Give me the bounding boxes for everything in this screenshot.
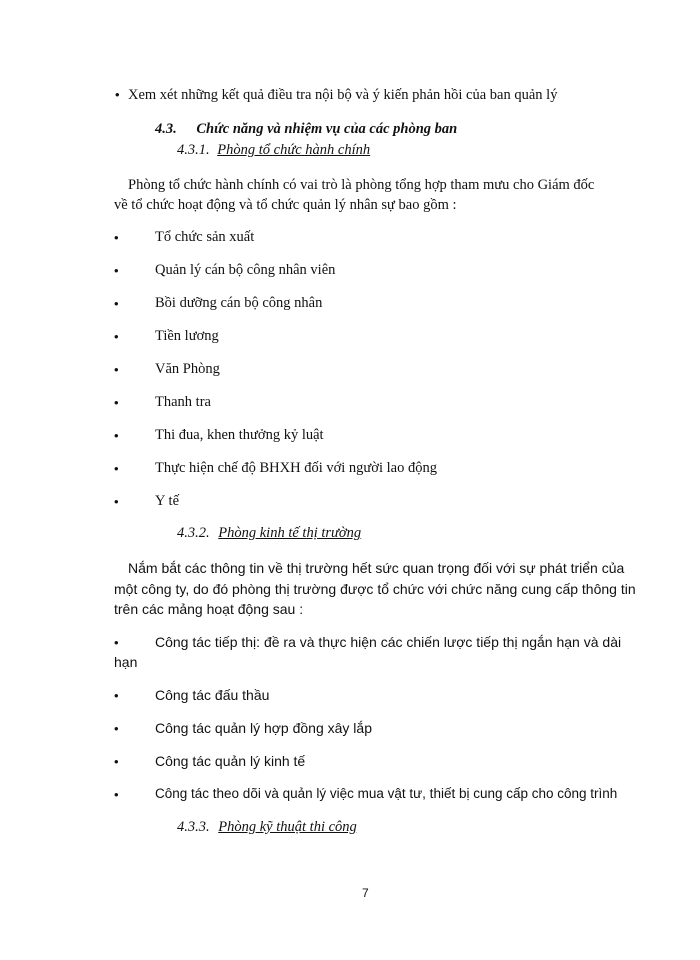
subsection-heading-3 (177, 817, 357, 837)
bullet-marker: • (114, 428, 119, 443)
bullet-marker: • (114, 721, 119, 736)
list-item: Tiền lương (155, 328, 219, 344)
paragraph-line: về tổ chức hoạt động và tổ chức quản lý nhân sự bao gồm : (114, 197, 457, 213)
list-item: Thanh tra (155, 394, 211, 410)
list-item: Văn Phòng (155, 361, 220, 377)
bullet-marker: • (114, 494, 119, 509)
bullet-marker: • (114, 787, 119, 802)
bullet-marker: • (114, 362, 119, 377)
subsection-number: 4.3.1. (177, 142, 210, 158)
bullet-marker: • (114, 688, 119, 703)
list-item: Công tác theo dõi và quản lý việc mua vật tư, thiết bị cung cấp cho công trình (155, 786, 618, 801)
list-item: Tổ chức sản xuất (155, 229, 255, 245)
list-item: Y tế (155, 493, 180, 509)
list-item: Công tác quản lý kinh tế (155, 753, 306, 769)
list-item: Thực hiện chế độ BHXH đối với người lao động (155, 460, 437, 476)
list-item: Bồi dưỡng cán bộ công nhân (155, 295, 323, 311)
section-title: Chức năng và nhiệm vụ của các phòng ban (196, 121, 458, 137)
bullet-marker: • (114, 754, 119, 769)
bullet-marker: • (114, 296, 119, 311)
subsection-heading-2 (177, 523, 361, 543)
subsection-title: Phòng kinh tế thị trường (218, 525, 362, 541)
bullet-marker: • (114, 230, 119, 245)
bullet-marker: • (114, 263, 119, 278)
paragraph-line: trên các mảng hoạt động sau : (114, 601, 304, 617)
section-heading (155, 119, 457, 139)
subsection-number: 4.3.2. (177, 525, 210, 541)
paragraph-line: một công ty, do đó phòng thị trường được tổ chức với chức năng cung cấp thông tin (114, 581, 636, 597)
list-item: Công tác tiếp thị: đề ra và thực hiện các chiến lược tiếp thị ngắn hạn và dài (155, 634, 622, 650)
subsection-title: Phòng kỹ thuật thi công (218, 819, 357, 835)
subsection-number: 4.3.3. (177, 819, 210, 835)
list-item: Thi đua, khen thưởng kỷ luật (155, 427, 324, 443)
bullet-marker: • (114, 635, 119, 650)
paragraph-line: Nắm bắt các thông tin về thị trường hết sức quan trọng đối với sự phát triển của (128, 560, 625, 576)
bullet-marker: • (114, 329, 119, 344)
bullet-marker: • (114, 395, 119, 410)
list-item-continuation: hạn (114, 654, 138, 670)
subsection-title: Phòng tổ chức hành chính (217, 142, 371, 158)
list-item: Công tác đấu thầu (155, 687, 270, 703)
intro-bullet-text: Xem xét những kết quả điều tra nội bộ và ý kiến phản hồi của ban quản lý (128, 87, 558, 103)
section-number: 4.3. (155, 121, 177, 137)
paragraph-line: Phòng tổ chức hành chính có vai trò là phòng tổng hợp tham mưu cho Giám đốc (128, 177, 595, 193)
subsection-heading-1 (177, 140, 370, 160)
bullet-marker: • (114, 461, 119, 476)
page-number: 7 (362, 886, 369, 900)
list-item: Công tác quản lý hợp đồng xây lắp (155, 720, 372, 736)
list-item: Quản lý cán bộ công nhân viên (155, 262, 336, 278)
bullet-marker: • (115, 87, 120, 102)
